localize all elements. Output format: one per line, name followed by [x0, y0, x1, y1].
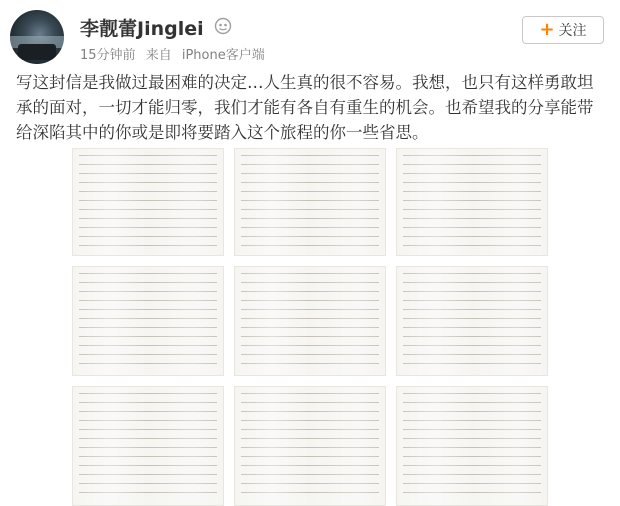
avatar[interactable] — [10, 10, 64, 64]
source-prefix: 来自 — [145, 48, 172, 63]
follow-button[interactable] — [522, 16, 604, 44]
letter-page-8[interactable] — [234, 386, 386, 506]
letter-page-7[interactable] — [72, 386, 224, 506]
letter-page-2[interactable] — [234, 148, 386, 256]
follow-label: 关注 — [558, 23, 587, 39]
author-name[interactable]: 李靓蕾Jinglei — [80, 18, 204, 40]
letter-page-6[interactable] — [396, 266, 548, 376]
vip-badge-icon — [214, 17, 232, 35]
letter-page-3[interactable] — [396, 148, 548, 256]
post-meta — [80, 44, 271, 63]
letter-page-9[interactable] — [396, 386, 548, 506]
post-source[interactable]: iPhone客户端 — [181, 48, 265, 63]
photo-grid — [72, 148, 548, 506]
plus-icon: + — [539, 19, 555, 40]
post-time[interactable]: 15分钟前 — [80, 48, 136, 63]
post-text: 写这封信是我做过最困难的决定…人生真的很不容易。我想，也只有这样勇敢坦承的面对，一切才能归零，我们才能有各自有重生的机会。也希望我的分享能带给深陷其中的你或是即将要踏入这个旅程的你一些省思。 — [16, 73, 594, 142]
letter-page-4[interactable] — [72, 266, 224, 376]
letter-page-1[interactable] — [72, 148, 224, 256]
post-header — [0, 0, 620, 64]
letter-page-5[interactable] — [234, 266, 386, 376]
